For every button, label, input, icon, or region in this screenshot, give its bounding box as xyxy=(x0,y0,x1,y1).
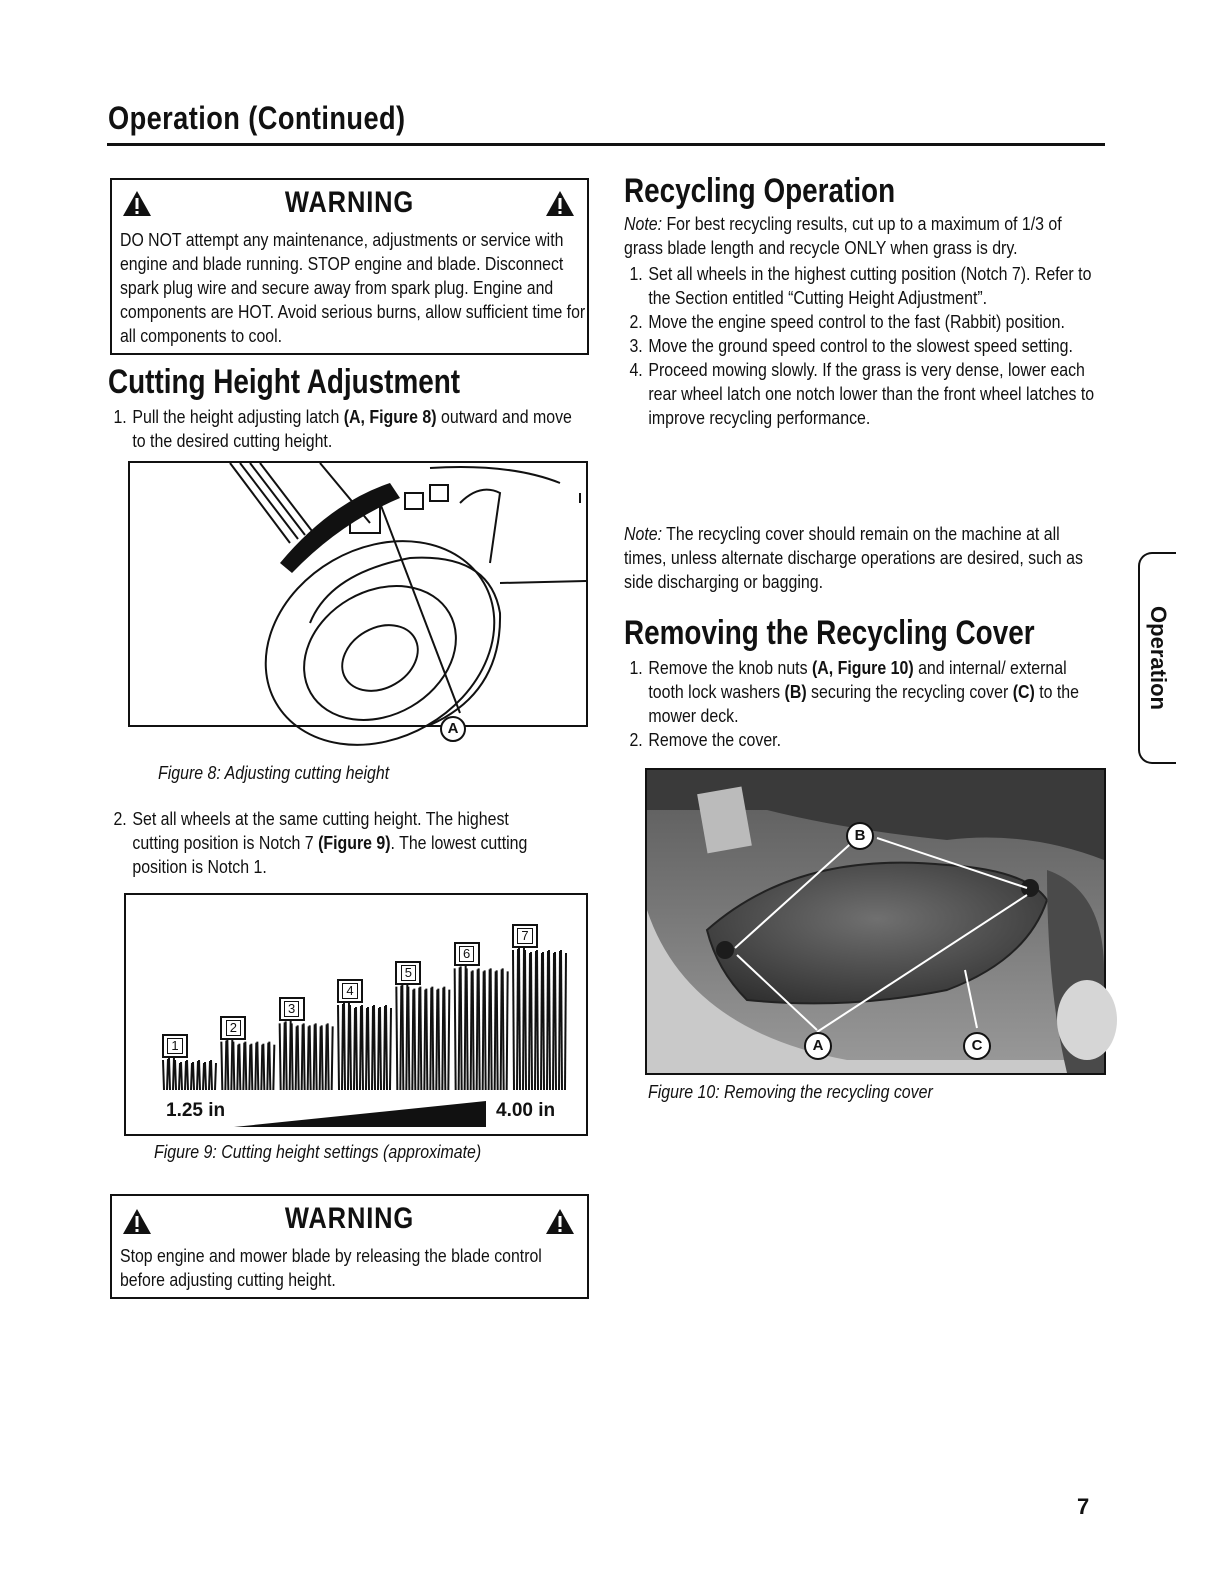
grass-blade xyxy=(185,1061,186,1090)
note-text: For best recycling results, cut up to a maximum of 1/3 of grass blade length and recycle ONLY when grass is dry. xyxy=(624,213,1062,258)
grass-blade xyxy=(203,1063,204,1090)
notch-label-4 xyxy=(337,979,363,1003)
step-text: Remove the cover. xyxy=(648,729,782,750)
list-item xyxy=(626,310,1097,334)
grass-blade xyxy=(503,968,504,1090)
grass-blade xyxy=(267,1043,268,1090)
grass-blade xyxy=(519,948,520,1090)
grass-blade xyxy=(479,968,480,1090)
list-item xyxy=(626,728,1097,752)
notch-label-5 xyxy=(395,961,421,985)
grass-blade xyxy=(215,1063,216,1090)
grass-blade xyxy=(523,947,524,1090)
grass-blade xyxy=(374,1005,375,1090)
grass-blade xyxy=(438,989,439,1090)
grass-blade xyxy=(316,1023,317,1090)
warning-triangle-icon xyxy=(545,190,575,217)
grass-blade xyxy=(239,1044,240,1090)
grass-blade xyxy=(205,1062,206,1090)
grass-blade xyxy=(513,950,514,1090)
grass-blade xyxy=(436,990,437,1090)
grass-blade xyxy=(193,1062,194,1090)
grass-blade xyxy=(424,990,425,1090)
notch-label-2 xyxy=(220,1016,246,1040)
grass-blade xyxy=(263,1044,264,1090)
grass-blade xyxy=(249,1045,250,1090)
grass-blade xyxy=(255,1043,256,1090)
list-item xyxy=(626,262,1097,310)
grass-blade xyxy=(169,1058,170,1090)
note-label: Note: xyxy=(624,213,663,234)
recycling-steps xyxy=(626,262,1097,430)
grass-blade xyxy=(507,971,508,1090)
grass-blade xyxy=(187,1060,188,1090)
figure-reference: (Figure 9) xyxy=(318,832,391,853)
grass-blade xyxy=(350,1005,351,1090)
grass-blade xyxy=(565,953,566,1090)
grass-blade xyxy=(328,1023,329,1090)
grass-blade xyxy=(483,971,484,1090)
figure-10-recycling-cover-photo xyxy=(645,768,1106,1075)
wheel-illustration xyxy=(130,463,586,725)
warning-title: WARNING xyxy=(284,186,415,219)
step-number: 1. xyxy=(629,263,643,284)
grass-blade xyxy=(354,1008,355,1090)
callout-a-label: A xyxy=(804,1032,832,1060)
side-tab-label: Operation xyxy=(1146,606,1171,710)
grass-blade xyxy=(286,1021,287,1090)
warning-triangle-icon xyxy=(545,1208,575,1235)
step-number: 3. xyxy=(629,335,643,356)
step-text: outward and move to the desired cutting height. xyxy=(132,406,572,451)
notch-number: 7 xyxy=(517,928,532,944)
grass-blade xyxy=(251,1044,252,1090)
step-number: 1. xyxy=(629,657,643,678)
step-text: and internal/ external tooth lock washers xyxy=(648,657,1067,702)
figure-reference: (A, Figure 10) xyxy=(811,657,914,678)
grass-blade xyxy=(517,949,518,1090)
grass-blade xyxy=(225,1041,226,1090)
part-reference: (C) xyxy=(1012,681,1035,702)
grass-blade xyxy=(420,987,421,1090)
grass-blade xyxy=(221,1042,222,1090)
grass-blade xyxy=(302,1024,303,1090)
grass-blade xyxy=(296,1026,297,1090)
notch-number: 1 xyxy=(167,1038,182,1054)
grass-blade xyxy=(406,984,407,1090)
grass-blade xyxy=(179,1063,180,1090)
grass-blade xyxy=(473,970,474,1090)
list-item xyxy=(626,358,1097,430)
figure-reference: (A, Figure 8) xyxy=(343,406,437,427)
grass-blade xyxy=(231,1039,232,1090)
figure-10-caption: Figure 10: Removing the recycling cover xyxy=(648,1081,933,1102)
grass-blade xyxy=(448,990,449,1090)
notch-label-6 xyxy=(454,942,480,966)
grass-blade xyxy=(497,970,498,1090)
height-min-label: 1.25 in xyxy=(166,1100,226,1121)
grass-blade xyxy=(553,953,554,1090)
warning-text: DO NOT attempt any maintenance, adjustments or service with engine and blade running. STOP engine and blade. Disconnect spark plug wire and secure away from spark plug. Engine and components are HOT. Avoid serious burns, allow sufficient time for all components to cool. xyxy=(120,230,586,346)
step-text: securing the recycling cover xyxy=(806,681,1013,702)
grass-blade xyxy=(338,1005,339,1090)
page-title: Operation (Continued) xyxy=(108,100,406,136)
grass-blade xyxy=(501,969,502,1090)
grass-blade xyxy=(547,951,548,1090)
grass-blade xyxy=(402,985,403,1090)
grass-blade xyxy=(489,969,490,1090)
grass-blade xyxy=(320,1026,321,1090)
grass-blade xyxy=(366,1008,367,1090)
step-text: Pull the height adjusting latch xyxy=(132,406,344,427)
grass-blade xyxy=(233,1042,234,1090)
grass-blade xyxy=(412,990,413,1090)
notch-label-3 xyxy=(279,997,305,1021)
notch-number: 3 xyxy=(284,1001,299,1017)
grass-blade xyxy=(211,1060,212,1090)
step-number: 4. xyxy=(629,359,643,380)
grass-blade xyxy=(243,1043,244,1090)
grass-blade xyxy=(465,965,466,1090)
grass-blade xyxy=(269,1042,270,1090)
grass-blade xyxy=(167,1059,168,1090)
grass-blade xyxy=(380,1007,381,1090)
grass-blade xyxy=(257,1042,258,1090)
grass-blade xyxy=(348,1002,349,1090)
notch-number: 5 xyxy=(401,965,416,981)
grass-blade xyxy=(390,1008,391,1090)
grass-blade xyxy=(459,967,460,1090)
grass-blade xyxy=(332,1026,333,1090)
height-max-label: 4.00 in xyxy=(496,1100,556,1121)
grass-blade xyxy=(284,1022,285,1090)
grass-blade xyxy=(314,1024,315,1090)
figure-9-height-settings xyxy=(124,893,588,1136)
step-number: 1. xyxy=(113,406,127,427)
grass-blade xyxy=(495,971,496,1090)
section-title-cutting-height: Cutting Height Adjustment xyxy=(108,363,461,401)
grass-blade xyxy=(525,950,526,1090)
grass-blade xyxy=(290,1020,291,1090)
grass-blade xyxy=(310,1025,311,1090)
step-text: Set all wheels at the same cutting height. The highest cutting position is Notch 7 xyxy=(132,808,509,853)
part-reference: (B) xyxy=(784,681,807,702)
latch-band xyxy=(280,483,400,573)
grass-blade xyxy=(326,1024,327,1090)
grass-blade xyxy=(396,987,397,1090)
grass-blade xyxy=(549,950,550,1090)
page-number: 7 xyxy=(1077,1494,1090,1519)
grass-blade xyxy=(426,989,427,1090)
grass-blade xyxy=(356,1007,357,1090)
grass-blade xyxy=(491,968,492,1090)
grass-blade xyxy=(408,987,409,1090)
notch-label-7 xyxy=(512,924,538,948)
step-text: Remove the knob nuts xyxy=(648,657,812,678)
notch-number: 6 xyxy=(459,946,474,962)
grass-blade xyxy=(485,970,486,1090)
grass-blade xyxy=(471,971,472,1090)
grass-blade xyxy=(245,1042,246,1090)
grass-blade xyxy=(432,987,433,1090)
grass-blade xyxy=(237,1045,238,1090)
step-number: 2. xyxy=(629,311,643,332)
step-text: Set all wheels in the highest cutting position (Notch 7). Refer to the Section entitled “Cutting Height Adjustment”. xyxy=(648,263,1092,308)
grass-blade xyxy=(273,1045,274,1090)
grass-blade xyxy=(308,1026,309,1090)
grass-blade xyxy=(529,953,530,1090)
warning-text: Stop engine and mower blade by releasing the blade control before adjusting cutting height. xyxy=(120,1246,542,1290)
grass-blade xyxy=(227,1040,228,1090)
grass-blade xyxy=(199,1060,200,1090)
grass-blade xyxy=(362,1005,363,1090)
grass-blade xyxy=(384,1006,385,1090)
list-item xyxy=(626,334,1097,358)
grass-blade xyxy=(298,1025,299,1090)
grass-blade xyxy=(261,1045,262,1090)
grass-blade xyxy=(477,969,478,1090)
step-text: to the mower deck. xyxy=(648,681,1080,726)
step-number: 2. xyxy=(113,808,127,829)
grass-blade xyxy=(344,1003,345,1090)
cutting-step-1 xyxy=(110,405,583,453)
callout-a-label: A xyxy=(440,716,466,742)
notch-number: 4 xyxy=(342,983,357,999)
grass-blade xyxy=(559,951,560,1090)
grass-blade xyxy=(191,1063,192,1090)
step-text: Proceed mowing slowly. If the grass is very dense, lower each rear wheel latch one notch lower than the front wheel latches to improve recycling performance. xyxy=(648,359,1095,428)
recycling-note-2 xyxy=(624,522,1097,594)
section-title-recycling: Recycling Operation xyxy=(624,172,896,210)
warning-box xyxy=(110,178,589,355)
grass-blade xyxy=(372,1006,373,1090)
grass-blade xyxy=(561,950,562,1090)
grass-blade xyxy=(304,1023,305,1090)
list-item xyxy=(626,656,1097,728)
grass-blade xyxy=(400,986,401,1090)
grass-blade xyxy=(378,1008,379,1090)
grass-blade xyxy=(292,1023,293,1090)
cutting-step-2 xyxy=(110,807,557,879)
step-text: . The lowest cutting position is Notch 1. xyxy=(132,832,528,877)
grass-blade xyxy=(175,1060,176,1090)
grass-blade xyxy=(543,952,544,1090)
note-text: The recycling cover should remain on the machine at all times, unless alternate discharge operations are desired, such as side discharging or bagging. xyxy=(624,523,1083,592)
grass-blade xyxy=(322,1025,323,1090)
notch-label-1 xyxy=(162,1034,188,1058)
recycling-note xyxy=(624,212,1097,260)
grass-blade xyxy=(360,1006,361,1090)
grass-blade xyxy=(209,1061,210,1090)
grass-blade xyxy=(386,1005,387,1090)
note-label: Note: xyxy=(624,523,663,544)
removing-steps xyxy=(626,656,1097,752)
grass-blade xyxy=(467,968,468,1090)
mower-deck-photo xyxy=(647,770,1104,1073)
grass-blade xyxy=(537,950,538,1090)
figure-8-caption: Figure 8: Adjusting cutting height xyxy=(158,762,390,783)
grass-blade xyxy=(414,989,415,1090)
grass-blade xyxy=(555,952,556,1090)
grass-blade xyxy=(541,953,542,1090)
step-number: 2. xyxy=(629,729,643,750)
notch-number: 2 xyxy=(226,1020,241,1036)
warning-title: WARNING xyxy=(284,1202,415,1235)
grass-blade xyxy=(280,1023,281,1090)
callout-c-label: C xyxy=(963,1032,991,1060)
figure-8-wheel-latch xyxy=(128,461,588,737)
warning-box xyxy=(110,1194,589,1299)
grass-blade xyxy=(531,952,532,1090)
grass-blade xyxy=(442,988,443,1090)
header-rule xyxy=(107,143,1105,146)
grass-blade xyxy=(455,968,456,1090)
figure-9-caption: Figure 9: Cutting height settings (approximate) xyxy=(154,1141,482,1162)
step-text: Move the engine speed control to the fast (Rabbit) position. xyxy=(648,311,1065,332)
grass-blade xyxy=(418,988,419,1090)
grass-blade xyxy=(342,1004,343,1090)
grass-blade xyxy=(461,966,462,1090)
grass-blade xyxy=(181,1062,182,1090)
grass-blade xyxy=(173,1057,174,1090)
step-text: Move the ground speed control to the slowest speed setting. xyxy=(648,335,1073,356)
grass-blade xyxy=(368,1007,369,1090)
callout-b-label: B xyxy=(846,822,874,850)
grass-blade xyxy=(197,1061,198,1090)
section-title-removing-cover: Removing the Recycling Cover xyxy=(624,614,1035,652)
height-wedge xyxy=(234,1101,486,1127)
section-side-tab xyxy=(1138,552,1176,764)
grass-blade xyxy=(163,1060,164,1090)
grass-blade xyxy=(430,988,431,1090)
grass-blade xyxy=(444,987,445,1090)
grass-blade xyxy=(535,951,536,1090)
